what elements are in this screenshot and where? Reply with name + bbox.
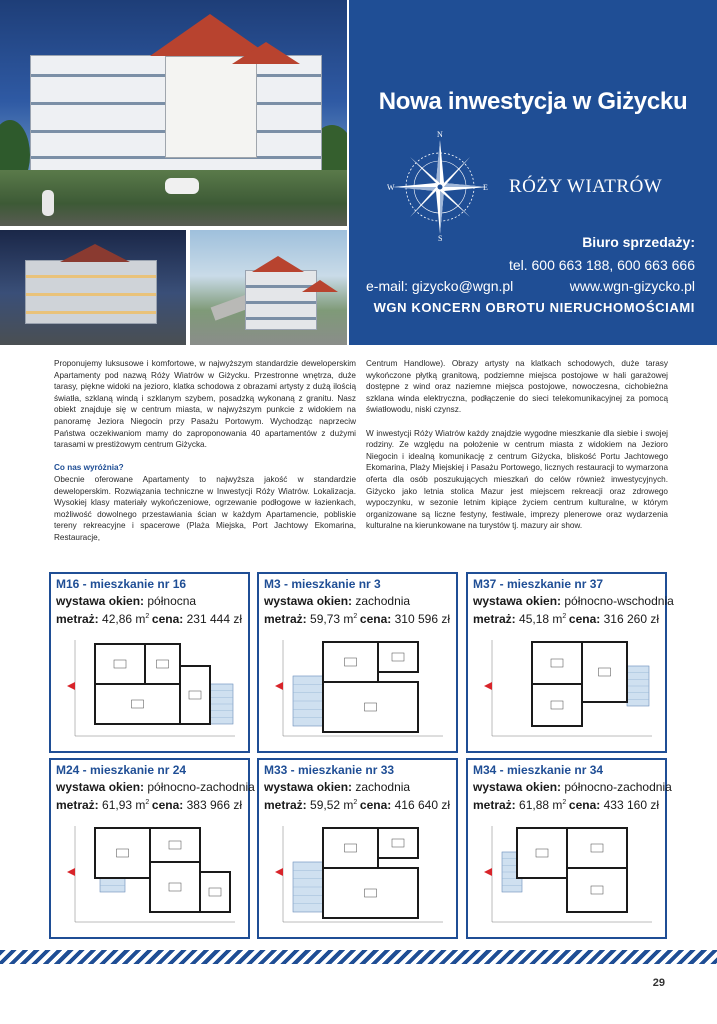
floor-plan-drawing [55, 822, 244, 933]
features-paragraph: Obecnie oferowane Apartamenty to najwyższa jakość w standardzie deweloperskim. Rozwiązania techniczne w Inwestycji Róży Wiatrów. Lokalizacja. Wysokiej klasy materiały wykończeniowe, ogrzewanie podłogowe w łazienkach, możliwość dowolnego przestawiania ścian w każdym Apartamencie, pobliskie tereny rekreacyjne i spacerowe (Plaża Miejska, Port Jachtowy Ekomarina, Restauracje, [54, 474, 356, 542]
page-number: 29 [652, 977, 665, 989]
window-exposure [473, 594, 674, 608]
apartment-title: M37 - mieszkanie nr 37 [473, 577, 604, 591]
floor-plan-drawing [263, 636, 452, 747]
price-value: 416 640 zł [394, 798, 450, 812]
night-render-thumbnail [0, 230, 186, 345]
website-link[interactable]: www.wgn-gizycko.pl [569, 278, 695, 294]
apartment-price [152, 612, 242, 626]
area-unit: m [343, 612, 354, 626]
compass-rose-logo [385, 132, 495, 242]
window-exposure [56, 780, 255, 794]
window-exposure-value: północna [147, 594, 197, 608]
window-exposure-value: północno-zachodnia [147, 780, 255, 794]
amenities-paragraph: Centrum Handlowe). Obrazy artysty na klatkach schodowych, duże tarasy wykończone płytką granitową, podziemne miejsca postojowe w hali garażowej dostępne z wind oraz naziemne miejsca postojowe, nowoczesna, cichobieżna szklana winda elektryczna, podłączenie do sieci telekomunikacyjnej za pomocą światłowodu, niski czynsz. [366, 359, 668, 415]
window-exposure-value: zachodnia [355, 780, 411, 794]
compass-rose-icon [385, 132, 495, 242]
area-label: metraż: [56, 798, 99, 812]
page-title: Nowa inwestycja w Giżycku [378, 88, 688, 115]
floor-plan-svg [263, 822, 452, 933]
price-label: cena: [359, 798, 392, 812]
area-unit: m [135, 798, 146, 812]
apartment-card [49, 758, 255, 939]
area-unit-exponent: 2 [145, 613, 150, 620]
apartment-area [264, 798, 357, 812]
apartment-title: M24 - mieszkanie nr 24 [56, 763, 187, 777]
window-exposure-value: północno-wschodnia [564, 594, 674, 608]
floor-plan-svg [55, 822, 244, 933]
apartment-title: M3 - mieszkanie nr 3 [264, 577, 381, 591]
apartment-price [569, 798, 659, 812]
price-value: 310 596 zł [394, 612, 450, 626]
area-label: metraż: [473, 612, 516, 626]
window-exposure-label: wystawa okien: [473, 594, 562, 608]
sales-info-panel [349, 0, 717, 345]
area-value: 42,86 [102, 612, 133, 626]
price-label: cena: [151, 612, 184, 626]
area-label: metraż: [56, 612, 99, 626]
floor-plan-svg [472, 636, 661, 747]
area-unit-exponent: 2 [353, 613, 358, 620]
apartment-area [264, 612, 357, 626]
apartment-price [152, 798, 242, 812]
window-exposure-label: wystawa okien: [264, 780, 353, 794]
window-exposure [264, 780, 410, 794]
article-column-right [366, 358, 668, 544]
price-label: cena: [359, 612, 392, 626]
apartment-price [360, 612, 450, 626]
window-exposure [264, 594, 410, 608]
area-value: 59,52 [310, 798, 341, 812]
area-label: metraż: [473, 798, 516, 812]
apartment-card [257, 758, 458, 939]
floor-plan-drawing [472, 822, 661, 933]
apartment-title: M34 - mieszkanie nr 34 [473, 763, 604, 777]
apartment-card [49, 572, 250, 753]
area-value: 61,93 [102, 798, 133, 812]
apartment-area [56, 612, 149, 626]
area-value: 45,18 [519, 612, 550, 626]
price-label: cena: [151, 798, 184, 812]
price-value: 383 966 zł [186, 798, 242, 812]
price-label: cena: [568, 612, 601, 626]
window-exposure [56, 594, 196, 608]
hero-building-render [0, 0, 347, 226]
apartment-area [473, 798, 566, 812]
apartment-area [473, 612, 566, 626]
decorative-stripe-divider [0, 950, 717, 964]
area-unit-exponent: 2 [353, 799, 358, 806]
price-value: 316 260 zł [603, 612, 659, 626]
sales-office-label: Biuro sprzedaży: [582, 234, 695, 250]
article-column-left [54, 358, 356, 555]
compass-south-label: S [438, 234, 443, 243]
window-exposure [473, 780, 672, 794]
floor-plan-svg [263, 636, 452, 747]
company-name: WGN KONCERN OBROTU NIERUCHOMOŚCIAMI [373, 300, 695, 315]
price-value: 433 160 zł [603, 798, 659, 812]
brand-name: RÓŻY WIATRÓW [509, 176, 663, 197]
compass-east-label: E [483, 183, 488, 192]
floor-plan-drawing [263, 822, 452, 933]
floor-plan-drawing [55, 636, 244, 747]
compass-west-label: W [387, 183, 395, 192]
apartment-title: M33 - mieszkanie nr 33 [264, 763, 395, 777]
phone-numbers: tel. 600 663 188, 600 663 666 [508, 257, 695, 273]
area-unit-exponent: 2 [145, 799, 150, 806]
area-unit-exponent: 2 [562, 613, 567, 620]
area-unit-exponent: 2 [562, 799, 567, 806]
apartment-card [466, 758, 672, 939]
apartment-price [360, 798, 450, 812]
window-exposure-label: wystawa okien: [264, 594, 353, 608]
floor-plan-svg [55, 636, 244, 747]
apartment-card [257, 572, 458, 753]
apartment-card [466, 572, 674, 753]
price-value: 231 444 zł [186, 612, 242, 626]
apartment-title: M16 - mieszkanie nr 16 [56, 577, 187, 591]
window-exposure-label: wystawa okien: [56, 780, 145, 794]
floor-plan-svg [472, 822, 661, 933]
intro-paragraph: Proponujemy luksusowe i komfortowe, w najwyższym standardzie deweloperskim Apartamenty pod nazwą Róży Wiatrów w Giżycku. Przestronne wnętrza, duże tarasy, piękne widoki na jezioro, klatka schodowa z obrazami artysty z dużą ilością światła, szklaną windą i szklanym szybem, posadzką wykonaną z granitu. Nasz obiekt znajduje się w centrum miasta, w najwyższym punkcie z widokiem na panoramę Jeziora Niegocin przy Pasażu Portowym. Wychodząc naprzeciw Państwa oczekiwaniom mamy do zaproponowania 40 apartamentów z dużymi tarasami w prestiżowym centrum Giżycka. [54, 359, 356, 450]
section-heading: Co nas wyróżnia? [54, 463, 124, 473]
window-exposure-label: wystawa okien: [56, 594, 145, 608]
apartment-price [569, 612, 659, 626]
area-value: 59,73 [310, 612, 341, 626]
floor-plan-drawing [472, 636, 661, 747]
window-exposure-value: północno-zachodnia [564, 780, 672, 794]
window-exposure-label: wystawa okien: [473, 780, 562, 794]
area-unit: m [343, 798, 354, 812]
area-unit: m [552, 612, 563, 626]
area-label: metraż: [264, 612, 307, 626]
area-value: 61,88 [519, 798, 550, 812]
location-paragraph: W inwestycji Róży Wiatrów każdy znajdzie wygodne mieszkanie dla siebie i swojej rodziny. Ze względu na położenie w centrum miasta z widokiem na Jezioro Niegocin i idealną komunikację z centrum Giżycka, bliskość Portu Jachtowego Ekomarina, Plaży Miejskiej i Pasażu Portowego, licznych restauracji to wymarzona oferta dla osób poszukujących mieszkań do celów również inwestycyjnych. Giżycko jako letnia stolica Mazur jest miejscem rekreacji oraz zdrowego wypoczynku, w sezonie letnim kipiące życiem centrum kulturalne, w którym organizowane są liczne festyny, festiwale, imprezy plenerowe oraz wydarzenia kulturalne na kierunkowane na turystów tj. mazury air show. [366, 428, 668, 531]
email-address[interactable]: e-mail: gizycko@wgn.pl [366, 278, 514, 294]
apartment-area [56, 798, 149, 812]
area-unit: m [135, 612, 146, 626]
area-label: metraż: [264, 798, 307, 812]
area-unit: m [552, 798, 563, 812]
aerial-render-thumbnail [190, 230, 347, 345]
compass-north-label: N [437, 130, 443, 139]
window-exposure-value: zachodnia [355, 594, 411, 608]
price-label: cena: [568, 798, 601, 812]
